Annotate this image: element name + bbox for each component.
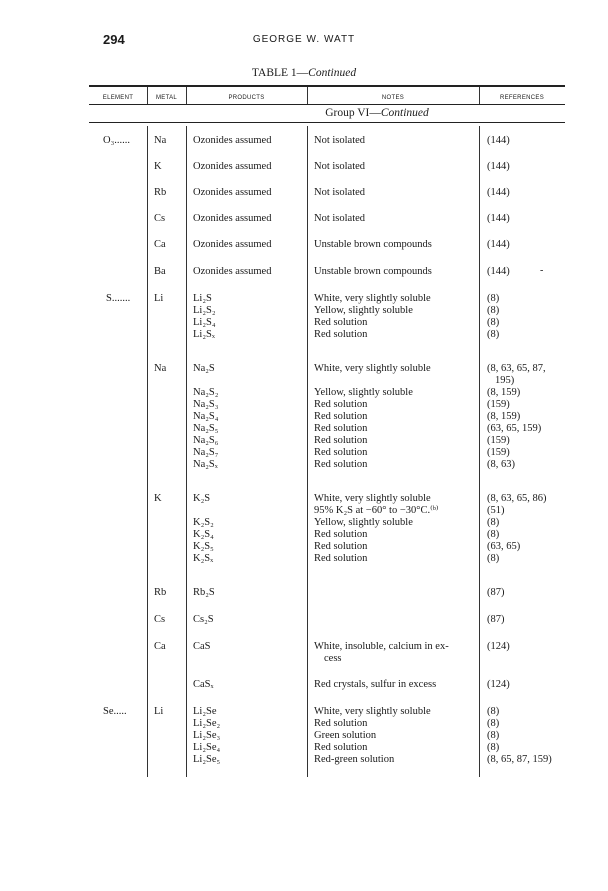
table-cell-notes: Yellow, slightly soluble [314, 305, 413, 316]
table-cell-notes: Unstable brown compounds [314, 239, 432, 250]
table-cell-notes: Green solution [314, 730, 377, 741]
table-cell-metal: Cs [154, 213, 166, 224]
table-cell-refs: (159) [487, 435, 510, 446]
table-cell-products: Ozonides assumed [193, 266, 272, 277]
table-cell-refs: (8) [487, 517, 500, 528]
table-cell-products: Ozonides assumed [193, 135, 272, 146]
table-cell-refs: (63, 65, 159) [487, 423, 542, 434]
table-cell-products: K₂S₅ [193, 541, 214, 552]
table-cell-notes: Yellow, slightly soluble [314, 517, 413, 528]
col-header-element: ELEMENT [102, 95, 134, 101]
table-cell-notes: Red solution [314, 529, 368, 540]
table-cell-notes: 95% K₂S at −60° to −30°C.⁽ᵇ⁾ [314, 505, 439, 516]
table-cell-refs: (144) [487, 135, 510, 146]
table-cell-products: Li₂Se₅ [193, 754, 221, 765]
table-cell-refs: (8) [487, 706, 500, 717]
table-cell-notes: Red solution [314, 718, 368, 729]
table-cell-products: Li₂Sₓ [193, 329, 215, 340]
table-cell-products: Na₂S₃ [193, 399, 219, 410]
table-cell-metal: K [154, 493, 162, 504]
table-cell-notes: Not isolated [314, 213, 366, 224]
table-cell-metal: Ca [154, 641, 166, 652]
table-cell-refs: (87) [487, 587, 505, 598]
table-cell-products: K₂Sₓ [193, 553, 214, 564]
stray-mark: - [540, 265, 544, 276]
table-cell-refs: (8, 63) [487, 459, 515, 470]
table-cell-notes: Red solution [314, 459, 368, 470]
table-cell-products: Na₂S₆ [193, 435, 219, 446]
table-cell-refs: (8) [487, 553, 500, 564]
table-cell-metal: Na [154, 363, 167, 374]
table-cell-refs: (144) [487, 213, 510, 224]
table-cell-metal: Rb [154, 587, 167, 598]
table-cell-refs: (8) [487, 529, 500, 540]
table-cell-products: K₂S [193, 493, 211, 504]
group-bottom-rule [89, 122, 565, 123]
body-sep-1 [147, 126, 148, 777]
table-cell-products: Ozonides assumed [193, 161, 272, 172]
table-cell-notes: Red solution [314, 423, 368, 434]
table-cell-products: Na₂S₂ [193, 387, 219, 398]
table-cell-notes: White, very slightly soluble [314, 363, 431, 374]
table-cell-products: Ozonides assumed [193, 239, 272, 250]
table-cell-refs: (8) [487, 730, 500, 741]
table-cell-refs: (159) [487, 447, 510, 458]
table-cell-notes: Red solution [314, 541, 368, 552]
table-cell-refs: (8, 159) [487, 411, 521, 422]
table-cell-notes: Not isolated [314, 187, 366, 198]
table-cell-notes: cess [324, 653, 342, 664]
body-sep-3 [307, 126, 308, 777]
table-cell-products: Li₂S [193, 293, 212, 304]
table-cell-notes: Red solution [314, 447, 368, 458]
table-cell-metal: K [154, 161, 162, 172]
table-cell-products: CaS [193, 641, 211, 652]
table-cell-refs: (8) [487, 317, 500, 328]
table-cell-products: Ozonides assumed [193, 213, 272, 224]
table-cell-products: Li₂S₄ [193, 317, 216, 328]
table-cell-products: Li₂Se₂ [193, 718, 221, 729]
table-cell-refs: (144) [487, 187, 510, 198]
table-cell-metal: Li [154, 293, 164, 304]
table-cell-refs: (8, 159) [487, 387, 521, 398]
table-cell-notes: Red solution [314, 411, 368, 422]
table-cell-metal: Li [154, 706, 164, 717]
table-cell-element: S....... [106, 293, 131, 304]
col-header-notes: NOTES [381, 95, 405, 101]
table-cell-products: Li₂Se₃ [193, 730, 221, 741]
table-cell-refs: (8) [487, 293, 500, 304]
table-cell-products: Cs₂S [193, 614, 214, 625]
table-cell-notes: Red solution [314, 329, 368, 340]
table-cell-products: Na₂S₄ [193, 411, 219, 422]
table-title-prefix: TABLE 1— [251, 67, 309, 79]
running-head-author: GEORGE W. WATT [252, 34, 356, 45]
table-cell-metal: Na [154, 135, 167, 146]
table-cell-refs: (124) [487, 641, 510, 652]
table-cell-refs: (8) [487, 718, 500, 729]
table-cell-notes: Red crystals, sulfur in excess [314, 679, 437, 690]
table-cell-refs: (144) [487, 266, 510, 277]
table-cell-notes: Not isolated [314, 135, 366, 146]
col-header-references: REFERENCES [499, 95, 544, 101]
table-cell-notes: Red solution [314, 399, 368, 410]
table-cell-refs: (87) [487, 614, 505, 625]
table-cell-metal: Cs [154, 614, 166, 625]
col-header-products: PRODUCTS [228, 95, 265, 101]
group-continued: Continued [380, 107, 429, 119]
table-cell-refs: (144) [487, 161, 510, 172]
table-cell-refs: (8, 65, 87, 159) [487, 754, 552, 765]
table-cell-products: Rb₂S [193, 587, 215, 598]
table-cell-refs: (8, 63, 65, 86) [487, 493, 547, 504]
table-cell-products: Li₂Se₄ [193, 742, 221, 753]
table-cell-notes: Red solution [314, 553, 368, 564]
group-title [236, 107, 518, 119]
table-cell-refs: (124) [487, 679, 510, 690]
table-cell-refs: (8) [487, 742, 500, 753]
table-cell-notes: Red solution [314, 742, 368, 753]
table-cell-notes: Red solution [314, 435, 368, 446]
table-cell-notes: White, very slightly soluble [314, 493, 431, 504]
table-cell-refs: (63, 65) [487, 541, 521, 552]
body-sep-2 [186, 126, 187, 777]
table-cell-notes: Unstable brown compounds [314, 266, 432, 277]
table-cell-products: Na₂S [193, 363, 215, 374]
table-cell-notes: Yellow, slightly soluble [314, 387, 413, 398]
table-cell-refs: (159) [487, 399, 510, 410]
table-cell-products: Li₂Se [193, 706, 217, 717]
table-cell-refs: (8) [487, 305, 500, 316]
table-cell-notes: Red-green solution [314, 754, 395, 765]
table-title-suffix: Continued [308, 67, 357, 79]
header-bottom-rule [89, 104, 565, 105]
col-header-metal: METAL [155, 95, 178, 101]
table-cell-products: Li₂S₂ [193, 305, 216, 316]
table-cell-products: Ozonides assumed [193, 187, 272, 198]
table-cell-refs: (144) [487, 239, 510, 250]
table-cell-notes: Not isolated [314, 161, 366, 172]
table-cell-notes: White, insoluble, calcium in ex- [314, 641, 449, 652]
table-cell-element: O₃...... [103, 135, 130, 146]
table-cell-products: Na₂Sₓ [193, 459, 218, 470]
table-cell-element: Se..... [103, 706, 127, 717]
group-label: Group VI— [325, 107, 381, 119]
table-top-rule [89, 85, 565, 87]
table-cell-metal: Ca [154, 239, 166, 250]
table-cell-refs: (8) [487, 329, 500, 340]
table-cell-products: K₂S₂ [193, 517, 214, 528]
table-cell-notes: White, very slightly soluble [314, 293, 431, 304]
table-cell-products: K₂S₄ [193, 529, 214, 540]
table-cell-products: Na₂S₅ [193, 423, 219, 434]
table-cell-metal: Rb [154, 187, 167, 198]
table-title [0, 67, 608, 79]
table-cell-notes: White, very slightly soluble [314, 706, 431, 717]
table-cell-products: Na₂S₇ [193, 447, 219, 458]
body-sep-4 [479, 126, 480, 777]
page-number: 294 [103, 32, 125, 47]
table-cell-refs: 195) [495, 375, 515, 386]
table-cell-metal: Ba [154, 266, 166, 277]
table-cell-refs: (51) [487, 505, 505, 516]
table-cell-notes: Red solution [314, 317, 368, 328]
table-cell-products: CaSₓ [193, 679, 214, 690]
table-cell-refs: (8, 63, 65, 87, [487, 363, 546, 374]
